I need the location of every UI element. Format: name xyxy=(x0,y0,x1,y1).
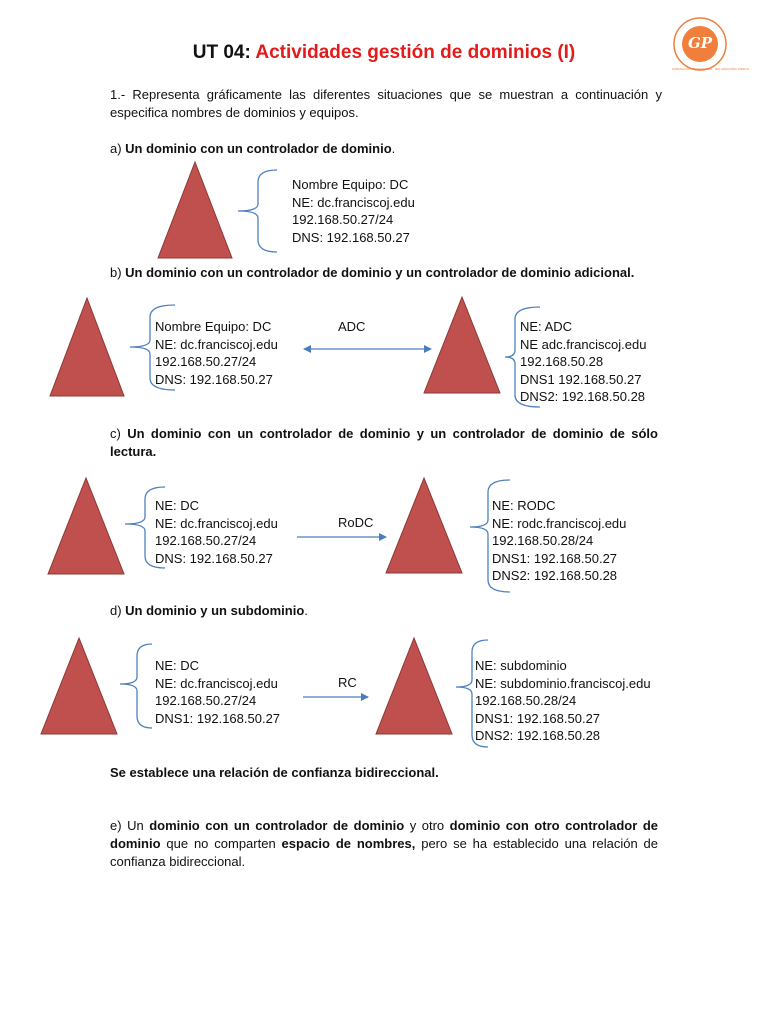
domain-d-right-info xyxy=(475,657,651,745)
info-line: NE: subdominio.franciscoj.edu xyxy=(475,675,651,691)
info-line: DNS2: 192.168.50.28 xyxy=(520,389,646,405)
domain-b-arrow-label: ADC xyxy=(338,319,366,334)
domain-c-right-info xyxy=(492,497,626,585)
info-line: 192.168.50.28/24 xyxy=(492,533,594,549)
domain-a-bracket-icon xyxy=(238,170,277,252)
info-line: NE: dc.franciscoj.edu xyxy=(292,194,415,210)
domain-d-left-info xyxy=(155,657,280,727)
domain-d-arrow-label: RC xyxy=(338,675,357,690)
info-line: NE adc.franciscoj.edu xyxy=(520,336,647,352)
section-c-prefix: c) xyxy=(110,426,128,441)
section-d-title: Un dominio y un subdominio xyxy=(125,603,305,618)
logo-ring-text: FORMACIÓN PROFESIONAL · IES GREGORIO PRIETO xyxy=(672,67,750,71)
section-b-prefix: b) xyxy=(110,265,126,280)
info-line: Nombre Equipo: DC xyxy=(292,177,409,192)
section-e-bold-3: espacio de nombres, xyxy=(281,836,416,851)
domain-c-rodc-triangle xyxy=(386,478,462,573)
domain-d-subdomain-triangle xyxy=(376,638,452,734)
info-line: NE: ADC xyxy=(520,319,573,334)
info-line: NE: dc.franciscoj.edu xyxy=(155,675,278,691)
section-e-bold-2: dominio con otro controlador de dominio xyxy=(110,818,658,851)
info-line: 192.168.50.27/24 xyxy=(155,693,257,709)
domain-b-left-info xyxy=(155,318,278,388)
section-e-part-1: e) Un xyxy=(110,818,150,833)
info-line: NE: subdominio xyxy=(475,658,567,673)
info-line: Nombre Equipo: DC xyxy=(155,319,272,334)
info-line: 192.168.50.27/24 xyxy=(155,354,257,370)
domain-c-arrow-label: RoDC xyxy=(338,515,374,530)
info-line: NE: RODC xyxy=(492,498,556,513)
info-line: DNS2: 192.168.50.28 xyxy=(475,728,601,744)
info-line: 192.168.50.28/24 xyxy=(475,693,577,709)
domain-d-left-bracket-icon xyxy=(120,644,152,728)
section-e-part-3: que no comparten xyxy=(160,836,282,851)
domain-c-dc-triangle xyxy=(48,478,124,574)
section-c-title: Un dominio con un controlador de dominio y un controlador de dominio de sólo lectura. xyxy=(110,426,658,459)
domain-b-adc-triangle xyxy=(424,297,500,393)
info-line: DNS1: 192.168.50.27 xyxy=(492,550,618,566)
section-e-part-2: y otro xyxy=(404,818,450,833)
info-line: NE: rodc.franciscoj.edu xyxy=(492,515,627,531)
section-e-part-4: pero se ha establecido una relación de confianza bidireccional. xyxy=(110,836,658,869)
info-line: 192.168.50.28 xyxy=(520,354,604,370)
section-a-title: Un dominio con un controlador de dominio xyxy=(125,141,392,156)
section-a-prefix: a) xyxy=(110,141,126,156)
info-line: DNS: 192.168.50.27 xyxy=(155,550,273,566)
info-line: DNS1: 192.168.50.27 xyxy=(155,710,281,726)
logo-initials: GP xyxy=(687,34,713,52)
section-d-suffix: . xyxy=(304,603,308,618)
info-line: NE: dc.franciscoj.edu xyxy=(155,515,278,531)
info-line: 192.168.50.27/24 xyxy=(292,212,394,228)
info-line: DNS: 192.168.50.27 xyxy=(155,371,273,387)
section-d-prefix: d) xyxy=(110,603,126,618)
section-e-bold-1: dominio con un controlador de dominio xyxy=(149,818,405,833)
intro-text: 1.- Representa gráficamente las diferentes situaciones que se muestran a continuación y especifica nombres de dominios y equipos. xyxy=(110,87,662,120)
title-prefix: UT 04: xyxy=(192,42,256,63)
section-a-suffix: . xyxy=(391,141,396,156)
info-line: NE: dc.franciscoj.edu xyxy=(155,336,278,352)
section-b-title: Un dominio con un controlador de dominio y un controlador de dominio adicional. xyxy=(125,265,635,280)
domain-b-dc-triangle xyxy=(50,298,124,396)
info-line: DNS: 192.168.50.27 xyxy=(292,229,410,245)
domain-d-dc-triangle xyxy=(41,638,117,734)
domain-a-info xyxy=(292,176,415,246)
info-line: NE: DC xyxy=(155,658,200,673)
domain-a-triangle xyxy=(158,162,232,258)
title-main: Actividades gestión de dominios (I) xyxy=(255,42,576,63)
info-line: DNS1 192.168.50.27 xyxy=(520,371,642,387)
domain-c-left-info xyxy=(155,497,278,567)
info-line: DNS1: 192.168.50.27 xyxy=(475,710,601,726)
info-line: 192.168.50.27/24 xyxy=(155,533,257,549)
domain-b-right-info xyxy=(520,318,646,406)
section-d-note: Se establece una relación de confianza bidireccional. xyxy=(110,765,439,780)
info-line: NE: DC xyxy=(155,498,200,513)
info-line: DNS2: 192.168.50.28 xyxy=(492,568,618,584)
